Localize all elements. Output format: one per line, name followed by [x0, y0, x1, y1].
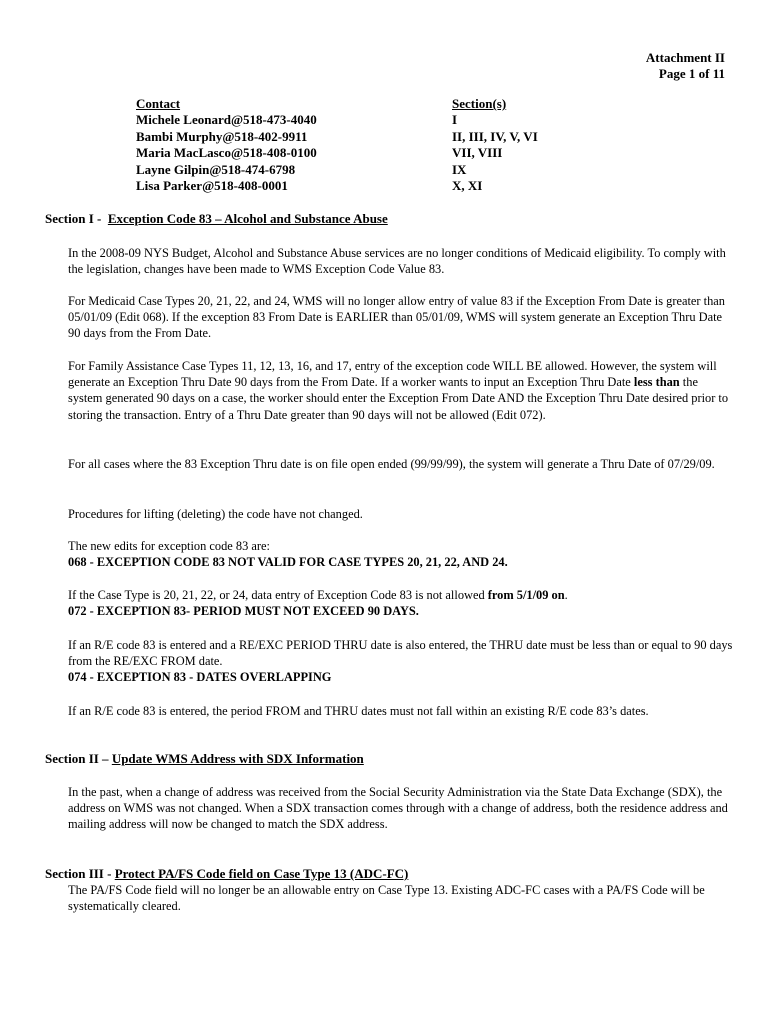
section-1-paragraph-5: Procedures for lifting (deleting) the code have not changed.	[68, 507, 363, 521]
contact-item: Michele Leonard@518-473-4040	[136, 112, 317, 128]
less-than-emphasis: less than	[633, 375, 680, 390]
section-1-paragraph-6: The new edits for exception code 83 are:	[68, 539, 270, 553]
section-2-title: Update WMS Address with SDX Information	[111, 751, 364, 766]
edit-074: 074 - EXCEPTION 83 - DATES OVERLAPPING	[68, 670, 332, 684]
section-item: VII, VIII	[452, 145, 503, 161]
section-item: II, III, IV, V, VI	[452, 128, 538, 144]
date-emphasis: from 5/1/09 on	[487, 588, 565, 602]
section-item: I	[452, 112, 458, 128]
section-1-paragraph-8: If an R/E code 83 is entered and a RE/EXC PERIOD THRU date is also entered, the THRU date must be less than or equal to 90 days from the RE/EXC FROM date.	[68, 638, 733, 669]
section-item: X, XI	[452, 178, 483, 194]
section-1-heading	[45, 211, 388, 227]
attachment-header	[646, 50, 725, 82]
section-2-prefix: Section II –	[45, 751, 109, 766]
section-3-title: Protect PA/FS Code field on Case Type 13 (ADC-FC)	[114, 866, 409, 881]
section-2-paragraph-1: In the past, when a change of address was received from the Social Security Administration via the State Data Exchange (SDX), the address on WMS was not changed. When a SDX transaction comes through with a change of address, both the residence address and mailing address will now be changed to match the SDX address.	[68, 785, 728, 832]
section-1-prefix: Section I -	[45, 211, 102, 226]
section-item: IX	[452, 161, 467, 177]
contact-heading: Contact	[136, 96, 181, 111]
contact-item: Lisa Parker@518-408-0001	[136, 178, 288, 194]
edit-072: 072 - EXCEPTION 83- PERIOD MUST NOT EXCEED 90 DAYS.	[68, 604, 419, 618]
section-1-title: Exception Code 83 – Alcohol and Substance Abuse	[107, 211, 388, 226]
contact-list	[136, 96, 317, 194]
section-1-paragraph-7: If the Case Type is 20, 21, 22, or 24, data entry of Exception Code 83 is not allowed from 5/1/09 on.	[68, 588, 568, 602]
section-1-paragraph-9: If an R/E code 83 is entered, the period FROM and THRU dates must not fall within an existing R/E code 83’s dates.	[68, 704, 649, 718]
attachment-label: Attachment II	[645, 50, 725, 65]
contact-item: Layne Gilpin@518-474-6798	[136, 161, 296, 177]
page-number: Page 1 of 11	[658, 66, 725, 81]
section-3-paragraph-1: The PA/FS Code field will no longer be an allowable entry on Case Type 13. Existing ADC-FC cases with a PA/FS Code will be systematically cleared.	[68, 883, 705, 914]
edit-068: 068 - EXCEPTION CODE 83 NOT VALID FOR CASE TYPES 20, 21, 22, AND 24.	[68, 555, 508, 569]
section-1-paragraph-4: For all cases where the 83 Exception Thru date is on file open ended (99/99/99), the system will generate a Thru Date of 07/29/09.	[68, 457, 715, 471]
contact-item: Bambi Murphy@518-402-9911	[136, 128, 308, 144]
section-2-heading	[45, 751, 364, 767]
section-1-paragraph-1: In the 2008-09 NYS Budget, Alcohol and Substance Abuse services are no longer conditions of Medicaid eligibility. To comply with the legislation, changes have been made to WMS Exception Code Value 83.	[68, 246, 726, 277]
section-list	[452, 96, 538, 194]
section-1-paragraph-3: For Family Assistance Case Types 11, 12, 13, 16, and 17, entry of the exception code WILL BE allowed. However, the system will generate an Exception Thru Date 90 days from the From Date. If a worker wants to input an Exception Thru Date less than the system generated 90 days on a case, the worker should enter the Exception From Date AND the Exception Thru Date desired prior to storing the transaction. Entry of a Thru Date greater than 90 days will not be allowed (Edit 072).	[68, 359, 729, 422]
sections-heading: Section(s)	[452, 96, 507, 111]
section-1-paragraph-2: For Medicaid Case Types 20, 21, 22, and 24, WMS will no longer allow entry of value 83 if the Exception From Date is greater than 05/01/09 (Edit 068). If the exception 83 From Date is EARLIER than 05/01/09, WMS will system generate an Exception Thru Date 90 days from the From Date.	[68, 294, 725, 341]
section-3-prefix: Section III -	[45, 866, 112, 881]
section-3-heading	[45, 866, 408, 882]
contact-item: Maria MacLasco@518-408-0100	[136, 145, 317, 161]
